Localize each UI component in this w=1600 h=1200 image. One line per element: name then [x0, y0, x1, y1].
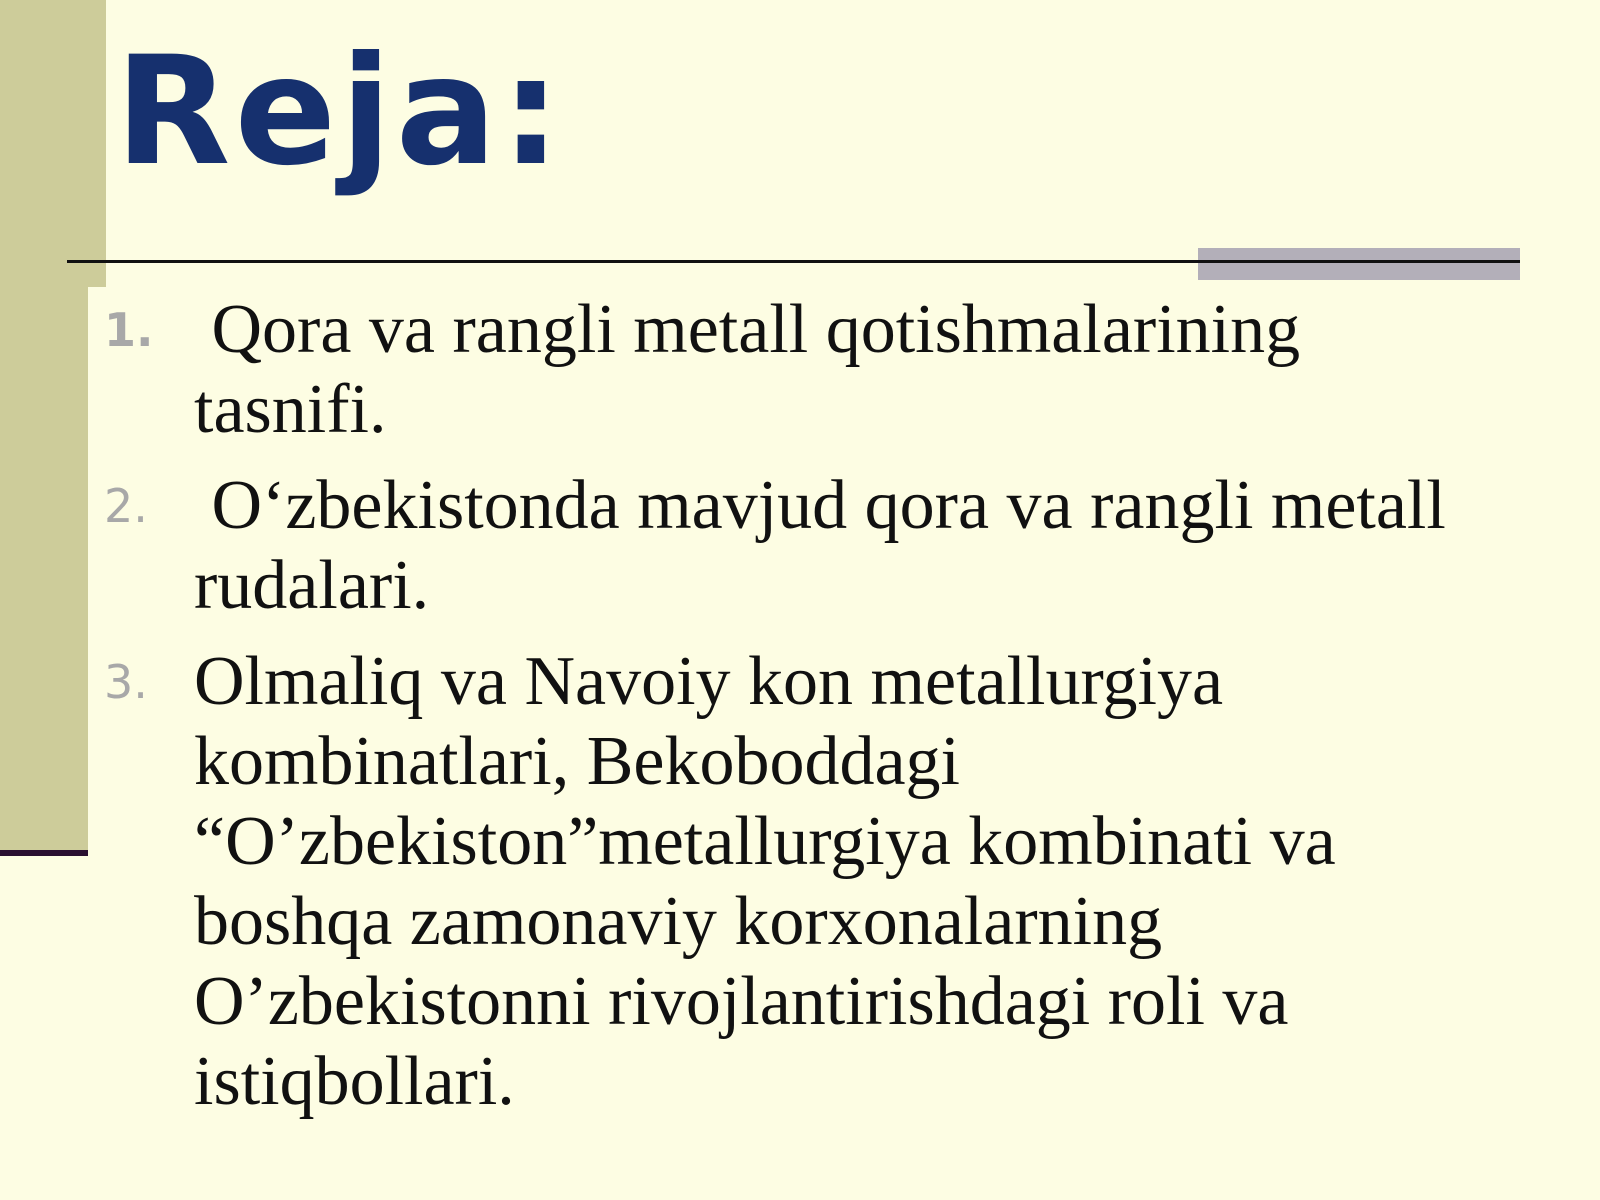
plan-item-2	[104, 466, 1504, 626]
plan-item-text: O‘zbekistonda mavjud qora va rangli metall rudalari.	[194, 467, 1446, 624]
plan-item-1	[104, 290, 1504, 450]
title-rule-accent	[1198, 248, 1520, 280]
plan-list	[104, 290, 1504, 1138]
plan-item-number: 1.	[104, 303, 154, 357]
plan-item-number: 2.	[104, 479, 148, 533]
plan-item-number: 3.	[104, 655, 148, 709]
left-band-divider	[0, 850, 88, 856]
plan-item-text: Qora va rangli metall qotishmalarining tasnifi.	[194, 291, 1301, 448]
title-rule-accent-line	[1198, 260, 1520, 263]
slide-title: Reja:	[115, 25, 565, 199]
plan-item-text: Olmaliq va Navoiy kon metallurgiya kombinatlari, Bekoboddagi “O’zbekiston”metallurgiya kombinati va boshqa zamonaviy korxonalarning O’zbekistonni rivojlantirishdagi roli va istiqbollari.	[194, 643, 1336, 1120]
left-decorative-band	[0, 0, 106, 287]
plan-item-3	[104, 642, 1504, 1122]
left-decorative-band-lower	[0, 287, 88, 850]
